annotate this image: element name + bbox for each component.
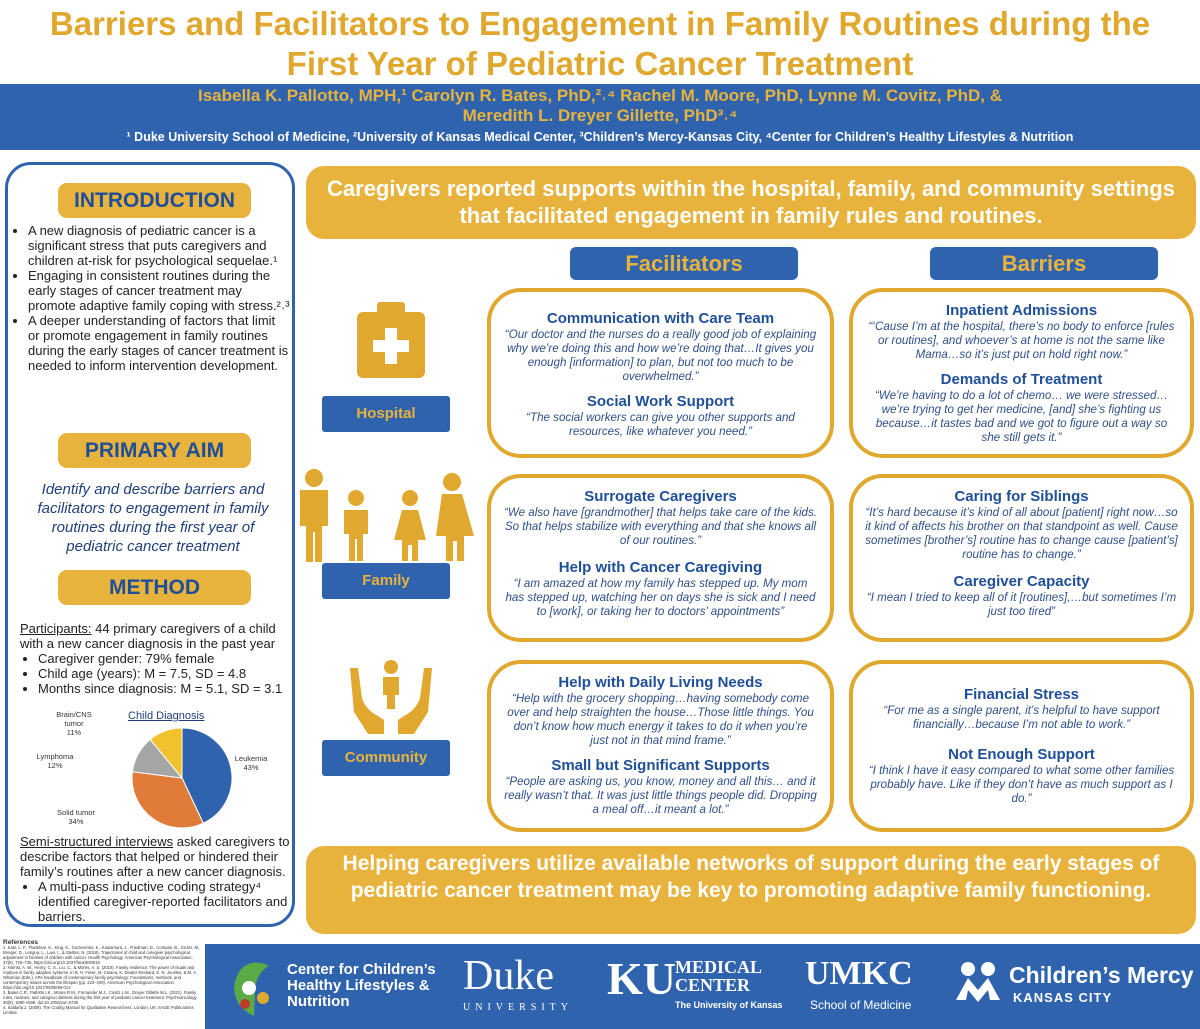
logo-band: [205, 944, 1200, 1029]
community-bar-quote-1: “For me as a single parent, it’s helpful to have support financially…because I’m not able to work.”: [883, 704, 1160, 731]
family-fac-heading-1: Surrogate Caregivers: [584, 488, 737, 505]
method-heading: METHOD: [58, 570, 251, 605]
hospital-bar-heading-2: Demands of Treatment: [940, 371, 1103, 388]
reference-2: 2. Harrist, A. W., Henry, C. S., Liu, C., & Morris, A. S. (2019). Family resilience: The power of rituals and routines in family adaptive systems. In B. H. Fiese, M. Celano, K. Deater-Deckard, E. N. Jouriles, & M. A. Whisman (Eds.), APA handbook of contemporary family psychology: Foundations, methods, and contemporary issues across the lifespan (pp. 223–239). American Psychological Association. https://doi.org/10.1037/0000099-013: [3, 965, 198, 990]
family-icon: [292, 468, 477, 563]
hospital-icon: [355, 300, 427, 380]
title-line-1: Barriers and Facilitators to Engagement in Family Routines during the: [49, 5, 1151, 42]
intro-bullet-3: • A deeper understanding of factors that limit or promote engagement in family routines during the early stages of cancer treatment is needed to inform intervention development.: [28, 313, 290, 373]
hospital-fac-heading-2: Social Work Support: [586, 393, 735, 410]
aim-text: Identify and describe barriers and facilitators to engagement in family routines during the first year of pediatric cancer treatment: [37, 481, 269, 555]
hospital-bar-quote-1: “‘Cause I’m at the hospital, there’s no body to enforce [rules or routines], and whoever’s at home is not the same like Mama…so it’s just put on hold right now.”: [868, 320, 1175, 361]
childrens-mercy-icon: [953, 960, 1003, 1008]
family-bar-heading-2: Caregiver Capacity: [953, 573, 1090, 590]
references: [3, 940, 203, 1015]
affiliations: ¹ Duke University School of Medicine, ²University of Kansas Medical Center, ³Children’s Mercy-Kansas City, ⁴Center for Children’s Healthy Lifestyles & Nutrition: [126, 130, 1074, 144]
aim-heading: PRIMARY AIM: [58, 433, 251, 468]
community-hands-icon: [348, 656, 434, 734]
community-fac-heading-2: Small but Significant Supports: [551, 757, 770, 774]
community-bar-heading-1: Financial Stress: [963, 686, 1080, 703]
pie-label-solid-value: 34%: [68, 817, 84, 826]
ku-logo-mark: KU: [607, 953, 676, 1004]
umkc-logo-main: UMKC: [805, 955, 913, 992]
poster-title: [0, 4, 1200, 84]
authors-line-1: Isabella K. Pallotto, MPH,¹ Carolyn R. Bates, PhD,²˒⁴ Rachel M. Moore, PhD, Lynne M. Covitz, PhD, &: [197, 86, 1003, 105]
pie-label-leukemia-name: Leukemia: [234, 754, 268, 763]
pie-label-leukemia: [226, 754, 276, 772]
hospital-bar-heading-1: Inpatient Admissions: [945, 302, 1098, 319]
family-bar-heading-1: Caring for Siblings: [954, 488, 1089, 505]
participants-label: Participants:: [20, 621, 92, 636]
umkc-logo-sub: School of Medicine: [810, 998, 912, 1012]
introduction-list: [12, 223, 290, 373]
community-bar-heading-2: Not Enough Support: [948, 746, 1095, 763]
pie-label-brain: [46, 710, 102, 737]
community-fac-quote-2: “People are asking us, you know, money and all this… and it really wasn’t that. It was just little things people did. Dropping a meal off…it meant a lot.”: [504, 775, 817, 816]
community-facilitators-box: [487, 660, 834, 832]
left-column: [5, 162, 295, 927]
author-band: [0, 84, 1200, 150]
pie-label-solid-name: Solid tumor: [57, 808, 95, 817]
interviews-label: Semi-structured interviews: [20, 834, 174, 849]
method-bullet-3: • Months since diagnosis: M = 5.1, SD = 3.1: [38, 681, 292, 696]
row-label-hospital: Hospital: [322, 396, 450, 432]
cchln-logo-text: Center for Children’s Healthy Lifestyles & Nutrition: [287, 961, 436, 1010]
family-fac-quote-1: “We also have [grandmother] that helps take care of the kids. So that helps stabilize with everything and that she knows all of our routines.”: [504, 506, 817, 547]
interviews-text: asked caregivers to describe factors that helped or hindered their family’s routines after a new cancer diagnosis.: [20, 834, 290, 879]
family-bar-quote-1: “It’s hard because it’s kind of all about [patient] right now…so it kind of affects his brother on that standpoint as well. Cause sometimes [brother’s] routine has to change cause [patient’s] routine has to change.”: [865, 506, 1178, 561]
diagnosis-pie-chart: [36, 710, 300, 835]
pie-label-brain-value: 11%: [66, 728, 82, 737]
barriers-heading: Barriers: [930, 247, 1158, 280]
row-label-community: Community: [322, 740, 450, 776]
summary-bottom: Helping caregivers utilize available networks of support during the early stages of pediatric cancer treatment may be key to promoting adaptive family functioning.: [306, 846, 1196, 934]
summary-top: Caregivers reported supports within the hospital, family, and community settings that facilitated engagement in family rules and routines.: [306, 166, 1196, 239]
duke-logo-main: Duke: [463, 953, 554, 999]
hospital-facilitators-box: [487, 288, 834, 458]
hospital-bar-quote-2: “We’re having to do a lot of chemo… we were stressed… we’re trying to get her medicine, [and] she’s fighting us because…it tastes bad and we got to figure out a way so she still gets it.”: [875, 389, 1168, 444]
intro-bullet-2: • Engaging in consistent routines during the early stages of cancer treatment may promote adaptive family coping with stress.²˒³: [28, 268, 290, 313]
pie-label-lymphoma-name: Lymphoma: [36, 752, 74, 761]
method-participants: [20, 621, 292, 696]
family-barriers-box: [849, 474, 1194, 642]
intro-bullet-1: • A new diagnosis of pediatric cancer is a significant stress that puts caregivers and children at-risk for psychological sequelae.¹: [28, 223, 290, 268]
duke-logo-sub: UNIVERSITY: [463, 1002, 573, 1013]
title-line-2: First Year of Pediatric Cancer Treatment: [286, 45, 914, 82]
introduction-heading: INTRODUCTION: [58, 183, 251, 218]
community-bar-quote-2: “I think I have it easy compared to what some other families probably have. Like if they don’t have as much support as I do.”: [868, 764, 1175, 805]
authors: [0, 84, 1200, 126]
references-heading: References: [3, 939, 39, 946]
hospital-fac-quote-2: “The social workers can give you other supports and resources, like whatever you need.”: [526, 411, 795, 438]
hospital-fac-heading-1: Communication with Care Team: [546, 310, 775, 327]
row-label-family: Family: [322, 563, 450, 599]
community-barriers-box: [849, 660, 1194, 832]
cchln-logo-icon: [225, 958, 283, 1018]
pie-label-lymphoma-value: 12%: [47, 761, 63, 770]
participants-text: 44 primary caregivers of a child with a new cancer diagnosis in the past year: [20, 621, 276, 651]
coding-bullet: • A multi-pass inductive coding strategy⁴ identified caregiver-reported facilitators and barriers.: [38, 879, 292, 924]
method-interviews: [20, 834, 292, 924]
hospital-fac-quote-1: “Our doctor and the nurses do a really good job of explaining why we’re doing this and how we’re doing that…It gives you enough [information] to plan, but not too much to be overwhelmed.”: [504, 328, 817, 383]
pie-label-brain-name: Brain/CNS tumor: [56, 710, 92, 728]
reference-3: 3. Bates C.R., Pallotto I.K., Moore R.M., Fornander M.J., Covitz L.M., Dreyer Gillette M.L. (2021). Family rules, routines, and caregiver distress during the first year of pediatric cancer treatment. Psychooncology. 30(9), 1590-1599. doi:10.1002/pon.5736: [3, 990, 198, 1005]
hospital-barriers-box: [849, 288, 1194, 458]
childrens-mercy-main: Children’s Mercy: [1009, 962, 1194, 988]
ku-logo-line-2: CENTER: [675, 975, 751, 995]
community-fac-heading-1: Help with Daily Living Needs: [558, 674, 763, 691]
community-fac-quote-1: “Help with the grocery shopping…having somebody come over and help straighten the house…Those little things. You don’t know how much energy it takes to do it when you’re just not in that mind frame.”: [507, 692, 814, 747]
reference-4: 4. Saldaña J. (2009). The Coding Manual for Qualitative Researchers. London, UK: SAGE Publications Limited.: [3, 1005, 194, 1015]
ku-logo-sub: The University of Kansas: [675, 1000, 783, 1010]
pie-title: Child Diagnosis: [128, 710, 205, 722]
pie-label-lymphoma: [30, 752, 80, 770]
pie-label-solid: [46, 808, 106, 826]
authors-line-2: Meredith L. Dreyer Gillette, PhD³˒⁴: [462, 106, 738, 125]
family-facilitators-box: [487, 474, 834, 642]
method-bullet-2: • Child age (years): M = 7.5, SD = 4.8: [38, 666, 292, 681]
method-bullet-1: • Caregiver gender: 79% female: [38, 651, 292, 666]
family-fac-heading-2: Help with Cancer Caregiving: [558, 559, 763, 576]
childrens-mercy-sub: KANSAS CITY: [1013, 990, 1113, 1005]
ku-logo-line-1: MEDICAL: [675, 957, 763, 977]
pie-label-leukemia-value: 43%: [243, 763, 259, 772]
reference-1: 1. Katz, L. F., Fladeboe, K., King, K., Gurtovenko, K., Kawamura, J., Friedman, D., Compas, B., Gruhn, M., Breiger, D., Lengua, L., Lavi, I., & Stettler, N. (2018). Trajectories of child and caregiver psychological adjustment in families of children with cancer. Health Psychology. American Psychological Association, 37(8), 725–735. https://doi.org/10.1037/hea0000619: [3, 945, 201, 965]
facilitators-heading: Facilitators: [570, 247, 798, 280]
family-bar-quote-2: “I mean I tried to keep all of it [routines],…but sometimes I’m just too tired”: [866, 591, 1177, 618]
family-fac-quote-2: “I am amazed at how my family has stepped up. My mom has stepped up, watching her on days she is sick and I need to [work], or taking her to doctors’ appointments”: [505, 577, 816, 618]
